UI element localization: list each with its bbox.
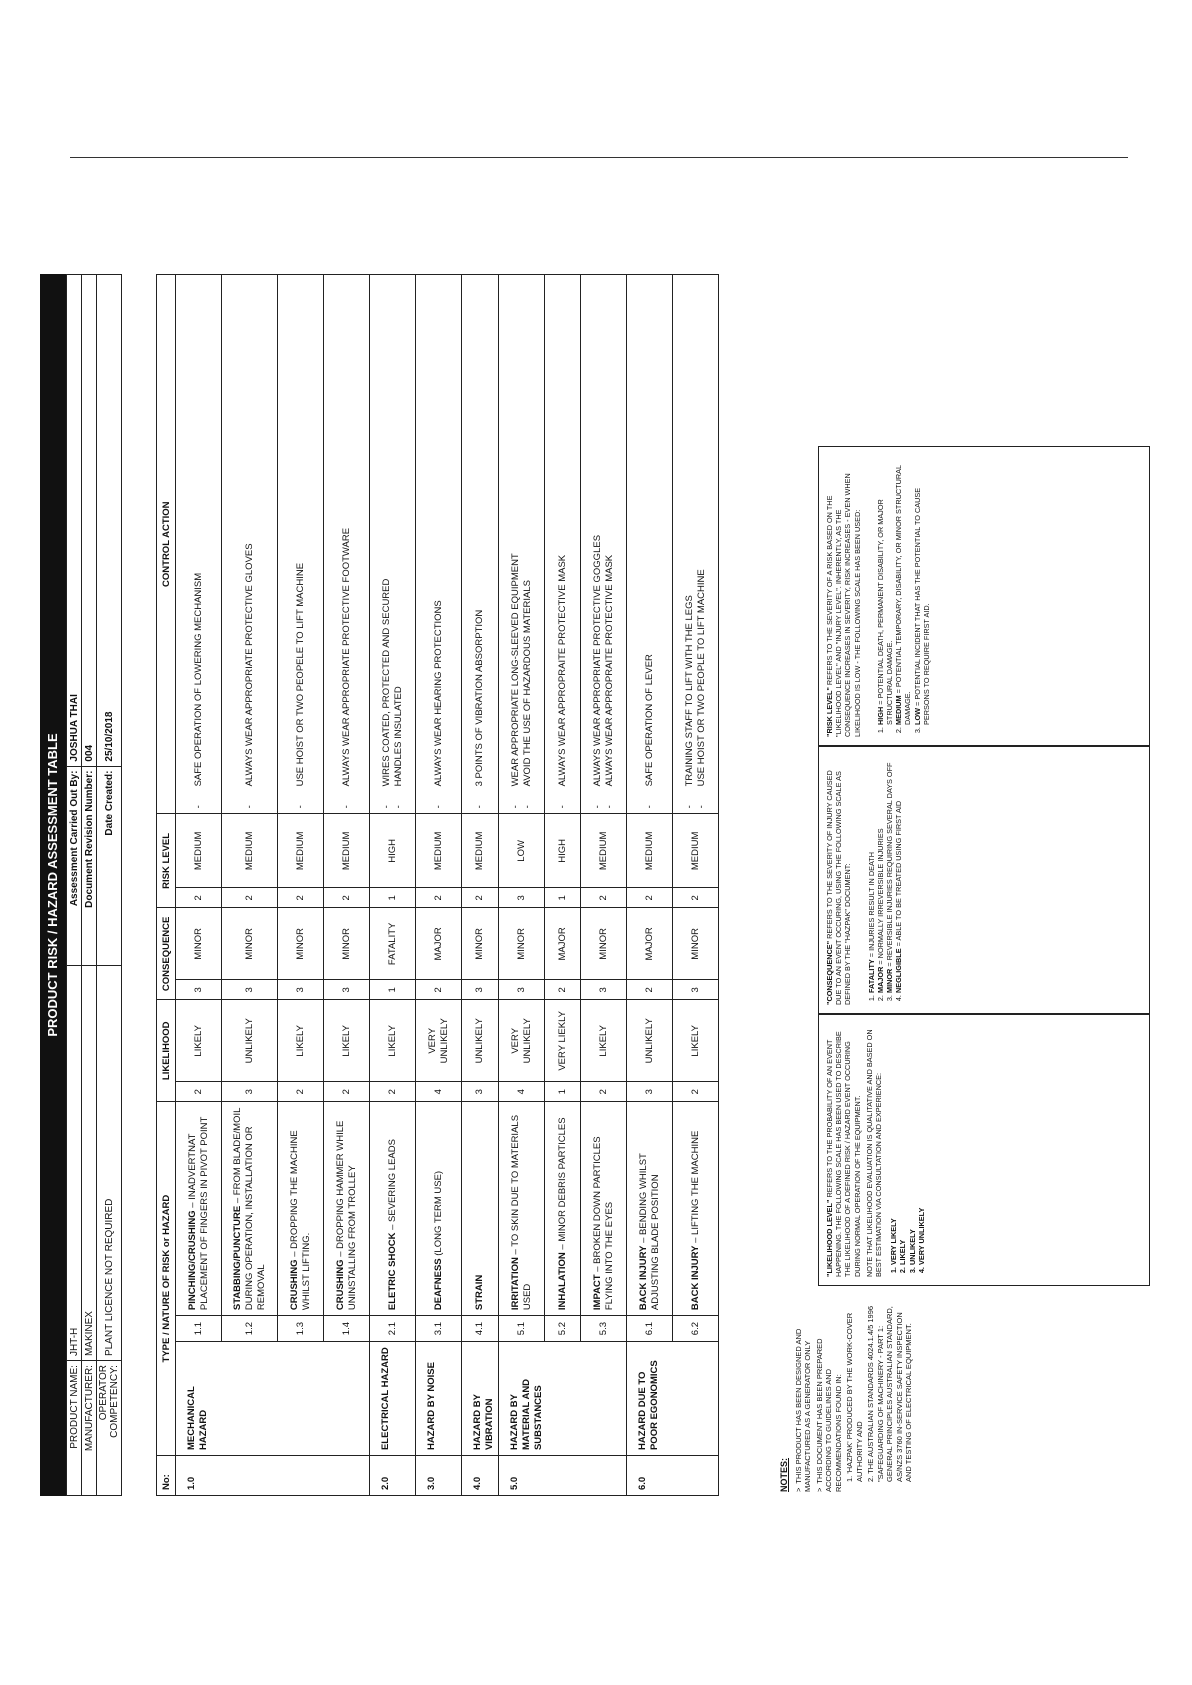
risk-desc: = POTENTIAL TEMPORARY, DISABILITY, OR MINOR STRUCTURAL DAMAGE. — [894, 465, 913, 725]
consequence-term: MINOR — [885, 968, 895, 993]
bullet-dash: - — [340, 805, 352, 809]
risk-term: MEDIUM — [894, 695, 904, 725]
hazard-detail: – DROPPING THE MACHINE WHILST LIFTING. — [288, 1130, 312, 1311]
risk-value: LOW — [499, 814, 545, 888]
table-row — [462, 275, 499, 1496]
item-number: 1.1 — [176, 1316, 222, 1342]
table-row — [278, 275, 324, 1496]
table-row — [176, 275, 222, 1496]
action-text: ALWAYS WEAR APPROPRIATE PROTECTIVE GOGGLES — [591, 534, 603, 787]
likelihood-value: LIKELY — [324, 1000, 370, 1082]
likelihood-value: VERY UNLIKELY — [499, 1000, 545, 1082]
consequence-item — [876, 755, 885, 993]
consequence-score: 2 — [545, 980, 581, 1000]
product-name-value: JHT-H — [67, 966, 82, 1361]
hazard-detail: – TO SKIN DUE TO MATERIALS USED — [509, 1114, 533, 1311]
group-name: ELECTRICAL HAZARD — [370, 1342, 416, 1456]
risk-term: HIGH — [875, 706, 885, 725]
likelihood-value: LIKELY — [370, 1000, 416, 1082]
hazard-name: BACK INJURY — [637, 1245, 649, 1311]
product-name-label: PRODUCT NAME: — [67, 1361, 82, 1496]
control-action-line — [474, 610, 485, 809]
item-number: 1.3 — [278, 1316, 324, 1342]
bullet-dash: - — [474, 805, 485, 809]
likelihood-value: LIKELY — [581, 1000, 627, 1082]
likelihood-legend-box — [818, 1014, 1150, 1286]
note-text: THIS DOCUMENT HAS BEEN PREPARED ACCORDING TO GUIDELINES AND RECOMMENDATIONS FOUND IN: — [814, 1338, 843, 1492]
likelihood-score: 2 — [324, 1082, 370, 1102]
likelihood-score: 4 — [499, 1082, 545, 1102]
consequence-value: MINOR — [462, 908, 499, 980]
hazard-name: IRRITATION — [509, 1257, 521, 1311]
control-action — [673, 275, 719, 814]
rotated-document-frame — [40, 274, 1168, 1496]
bullet-dash: - — [643, 805, 655, 809]
hazard-description — [673, 1102, 719, 1316]
risk-score: 2 — [176, 888, 222, 908]
date-value: 25/10/2018 — [97, 275, 122, 767]
consequence-score: 2 — [627, 980, 673, 1000]
item-number: 5.3 — [581, 1316, 627, 1342]
risk-value: HIGH — [545, 814, 581, 888]
group-number: 4.0 — [462, 1456, 499, 1496]
hazard-detail: – DROPPING HAMMER WHILE UNINSTALLING FROM TROLLEY — [334, 1120, 358, 1311]
likelihood-value: LIKELY — [176, 1000, 222, 1082]
info-row — [67, 275, 82, 1496]
control-action-line — [604, 555, 615, 809]
control-action — [499, 275, 545, 814]
action-text: 3 POINTS OF VIBRATION ABSORPTION — [474, 609, 485, 787]
action-text: WIRES COATED, PROTECTED AND SECURED — [380, 578, 392, 787]
col-header-likelihood: LIKELIHOOD — [157, 1000, 176, 1102]
control-action-line — [522, 580, 533, 808]
col-header-consequence: CONSEQUENCE — [157, 908, 176, 1000]
header-rule — [70, 157, 1128, 158]
hazard-name: ELETRIC SHOCK — [386, 1232, 398, 1311]
risk-score: 2 — [416, 888, 462, 908]
item-number: 6.2 — [673, 1316, 719, 1342]
likelihood-item: 2. LIKELY — [898, 1023, 907, 1265]
hazard-detail: – LIFTING THE MACHINE — [689, 1130, 701, 1246]
control-action-line — [393, 686, 404, 808]
consequence-value: MINOR — [176, 908, 222, 980]
control-action — [545, 275, 581, 814]
group-number: 6.0 — [627, 1456, 719, 1496]
control-action — [176, 275, 222, 814]
table-row — [324, 275, 370, 1496]
control-action — [324, 275, 370, 814]
consequence-term: FATALITY — [866, 959, 876, 993]
consequence-score: 1 — [370, 980, 416, 1000]
action-text: SAFE OPERATION OF LEVER — [643, 654, 655, 787]
likelihood-score: 2 — [370, 1082, 416, 1102]
likelihood-value: LIKELY — [278, 1000, 324, 1082]
bullet-dash: - — [509, 805, 521, 809]
bullet-dash: - — [380, 805, 392, 809]
risk-value: MEDIUM — [278, 814, 324, 888]
risk-item — [913, 455, 931, 725]
likelihood-text: REFERS TO THE PROBABILITY OF AN EVENT HAPPENING. THE FOLLOWING SCALE HAS BEEN USED TO DESCRIBE THE LIKELIHOOD OF A DEFINED RISK / HAZARD EVENT OCCURING DURING NORMAL OPERATION OF THE EQUIPMENT. — [825, 1031, 862, 1277]
item-number: 4.1 — [462, 1316, 499, 1342]
table-row — [222, 275, 278, 1496]
hazard-name: CRUSHING — [288, 1259, 300, 1311]
consequence-value: MAJOR — [627, 908, 673, 980]
consequence-score: 3 — [462, 980, 499, 1000]
risk-value: MEDIUM — [627, 814, 673, 888]
hazard-description — [324, 1102, 370, 1316]
group-number: 2.0 — [370, 1456, 416, 1496]
risk-score: 3 — [499, 888, 545, 908]
risk-item — [894, 455, 912, 725]
consequence-definition — [825, 755, 853, 1005]
bullet-dash: - — [192, 805, 204, 809]
revision-value: 004 — [82, 275, 97, 767]
risk-score: 2 — [627, 888, 673, 908]
control-action — [627, 275, 673, 814]
risk-value: HIGH — [370, 814, 416, 888]
consequence-value: MINOR — [673, 908, 719, 980]
table-row — [370, 275, 416, 1496]
hazard-description — [462, 1102, 499, 1316]
col-header-control: CONTROL ACTION — [157, 275, 176, 814]
consequence-desc: = ABLE TO BE TREATED USING FIRST AID — [894, 800, 904, 949]
consequence-item — [867, 755, 876, 993]
control-action-line — [341, 528, 352, 808]
note-text: THIS PRODUCT HAS BEEN DESIGNED AND MANUFACTURED AS A GENERATOR ONLY — [793, 1328, 812, 1492]
risk-value: MEDIUM — [581, 814, 627, 888]
consequence-term: MAJOR — [875, 966, 885, 993]
likelihood-item: 1. VERY LIKELY — [889, 1023, 898, 1265]
hazard-description — [370, 1102, 416, 1316]
action-text: ALWAYS WEAR APPROPRIATE PROTECTIVE FOOTWARE — [340, 527, 352, 787]
risk-text: REFERS TO THE SEVERITY OF A RISK BASED ON THE "LIKELIHOOD LEVEL" AND "INJURY LEVEL". INHERENTLY, AS THE CONSEQUENCE INCREASES IN SEVERITY, RISK INCREASES - EVEN WHEN LIKELIHOOD IS LOW - THE FOLLOWING SCALE HAS BEEN USED: — [825, 473, 862, 737]
risk-lead: "RISK LEVEL" — [825, 687, 834, 737]
bullet-dash: - — [556, 805, 568, 809]
consequence-lead: "CONSEQUENCE" — [825, 940, 834, 1005]
risk-value: MEDIUM — [324, 814, 370, 888]
hazard-name: STRAIN — [474, 1274, 485, 1311]
hazard-description — [176, 1102, 222, 1316]
note-subitem: 1. 'HAZPAK' PRODUCED BY THE WORK-COVER AUTHORITY AND — [845, 1312, 864, 1482]
consequence-score: 3 — [222, 980, 278, 1000]
likelihood-score: 3 — [462, 1082, 499, 1102]
hazard-name: CRUSHING — [334, 1259, 346, 1311]
group-name: MECHANICAL HAZARD — [176, 1342, 370, 1456]
consequence-legend-box — [818, 746, 1150, 1014]
risk-desc: = POTENTIAL DEATH, PERMANENT DISABILITY, OR MAJOR STRUCTURAL DAMAGE. — [875, 499, 895, 725]
item-number: 1.2 — [222, 1316, 278, 1342]
likelihood-score: 3 — [222, 1082, 278, 1102]
operator-label: OPERATOR COMPETENCY: — [97, 1361, 122, 1496]
consequence-desc: = INJURIES RESULT IN DEATH — [866, 851, 876, 960]
manufacturer-value: MAKINEX — [82, 966, 97, 1361]
hazard-detail: – BENDING WHILST ADJUSTING BLADE POSITION — [637, 1153, 661, 1311]
likelihood-lead: "LIKELIHOOD LEVEL" — [825, 1199, 834, 1277]
table-row — [673, 275, 719, 1496]
consequence-score: 3 — [581, 980, 627, 1000]
item-number: 2.1 — [370, 1316, 416, 1342]
table-row — [545, 275, 581, 1496]
date-label: Date Created: — [97, 766, 122, 966]
hazard-name: INHALATION — [556, 1252, 568, 1311]
bullet-dash: - — [294, 805, 306, 809]
action-text: HANDLES INSULATED — [392, 686, 404, 787]
likelihood-value: VERY UNLIKELY — [416, 1000, 462, 1082]
document-title: PRODUCT RISK / HAZARD ASSESSMENT TABLE — [40, 274, 66, 1496]
risk-score: 2 — [462, 888, 499, 908]
hazard-description — [278, 1102, 324, 1316]
control-action-line — [684, 595, 695, 808]
control-action-line — [295, 563, 306, 808]
risk-value: MEDIUM — [462, 814, 499, 888]
hazard-detail: – SEVERING LEADS — [386, 1139, 398, 1233]
risk-term: LOW — [912, 707, 922, 725]
col-header-risk: RISK LEVEL — [157, 814, 176, 908]
assessor-value: JOSHUA THAI — [67, 275, 82, 767]
hazard-name: STABBING/PUNCTURE — [231, 1205, 243, 1311]
control-action-line — [696, 569, 707, 808]
hazard-detail: – MINOR DEBRIS PARTICLES — [556, 1117, 568, 1253]
hazard-description — [545, 1102, 581, 1316]
consequence-score: 3 — [499, 980, 545, 1000]
bullet-dash: - — [695, 805, 707, 809]
likelihood-score: 2 — [176, 1082, 222, 1102]
consequence-value: FATALITY — [370, 908, 416, 980]
group-number: 1.0 — [176, 1456, 370, 1496]
likelihood-value: VERY LIEKLY — [545, 1000, 581, 1082]
col-header-type: TYPE / NATURE OF RISK or HAZARD — [157, 1102, 176, 1456]
bullet-dash: - — [392, 805, 404, 809]
info-row — [97, 275, 122, 1496]
consequence-value: MAJOR — [545, 908, 581, 980]
consequence-value: MINOR — [499, 908, 545, 980]
risk-score: 2 — [673, 888, 719, 908]
hazard-table — [156, 274, 719, 1496]
consequence-term: NEGLIGIBLE — [894, 948, 904, 993]
table-row — [416, 275, 462, 1496]
hazard-detail: – INADVERTNAT PLACEMENT OF FINGERS IN PIVOT POINT — [186, 1116, 210, 1311]
control-action-line — [557, 555, 568, 809]
table-row — [627, 275, 673, 1496]
table-row — [499, 275, 545, 1496]
info-row — [82, 275, 97, 1496]
assessor-label: Assessment Carried Out By: — [67, 766, 82, 966]
item-number: 5.1 — [499, 1316, 545, 1342]
hazard-detail: – BROKEN DOWN PARTICLES FLYING INTO THE EYES — [591, 1136, 615, 1311]
action-text: USE HOIST OR TWO PEOPELE TO LIFT MACHINE — [294, 562, 306, 787]
revision-label: Document Revision Number: — [82, 766, 97, 966]
action-text: AVOID THE USE OF HAZARDOUS MATERIALS — [521, 580, 533, 787]
group-name: HAZARD BY NOISE — [416, 1342, 462, 1456]
control-action-line — [244, 543, 255, 808]
control-action-line — [592, 535, 603, 808]
consequence-item — [894, 755, 903, 993]
hazard-name: DEAFNESS — [432, 1258, 444, 1311]
likelihood-note: NOTE THAT LIKELIHOOD EVALUATION IS QUALITATIVE AND BASED ON BEST ESTIMATION VIA CONSULTATION AND EXPERIENCE: — [864, 1029, 884, 1277]
hazard-description — [581, 1102, 627, 1316]
action-text: TRAINING STAFF TO LIFT WITH THE LEGS — [683, 595, 695, 787]
info-table — [66, 274, 122, 1496]
item-number: 5.2 — [545, 1316, 581, 1342]
action-text: ALWAYS WEAR APPROPRAITE PROTECTIVE MASK — [603, 554, 615, 787]
risk-value: MEDIUM — [673, 814, 719, 888]
action-text: ALWAYS WEAR APPROPRIATE PROTECTIVE GLOVES — [243, 543, 255, 787]
control-action-line — [381, 579, 392, 809]
risk-value: MEDIUM — [222, 814, 278, 888]
risk-value: MEDIUM — [416, 814, 462, 888]
bullet-dash: - — [432, 805, 444, 809]
risk-score: 2 — [278, 888, 324, 908]
likelihood-value: UNLIKELY — [462, 1000, 499, 1082]
bullet-dash: - — [683, 805, 695, 809]
likelihood-score: 2 — [673, 1082, 719, 1102]
item-number: 3.1 — [416, 1316, 462, 1342]
consequence-score: 3 — [324, 980, 370, 1000]
likelihood-score: 4 — [416, 1082, 462, 1102]
likelihood-value: LIKELY — [673, 1000, 719, 1082]
note-subitem: 2. THE AUSTRALIAN STANDARDS 4024.1.4/5 1996 "SAFEGUARDING OF MACHINERY - PART 1: GENERAL PRINCIPLES AUSTRALIAN STANDARD, AS/NZS 3760 IN-SERVICE SAFETY INSPECTION AND TESTING OF ELECTRICAL EQUIPMENT. — [866, 1305, 913, 1482]
consequence-value: MINOR — [222, 908, 278, 980]
likelihood-definition — [825, 1023, 862, 1277]
hazard-description — [222, 1102, 278, 1316]
consequence-text: REFERS TO THE SEVERITY OF INJURY CAUSED DUE TO AN EVENT OCCURING, USING THE FOLLOWING SCALE AS DEFINED BY THE "HAZPAK" DOCUMENT: — [825, 770, 853, 1005]
control-action-line — [644, 654, 655, 808]
risk-legend-box — [818, 446, 1150, 746]
likelihood-score: 2 — [278, 1082, 324, 1102]
rotated-page — [40, 274, 1168, 1496]
risk-desc: = POTENTIAL INCIDENT THAT HAS THE POTENTIAL TO CAUSE PERSONS TO REQUIRE FIRST AID. — [912, 487, 931, 725]
consequence-desc: = NORMALLY IRREVERSIBLE INJURIES — [875, 828, 885, 967]
action-text: SAFE OPERATION OF LOWERING MECHANISM — [192, 572, 204, 787]
control-action — [222, 275, 278, 814]
bullet-dash: - — [603, 805, 615, 809]
consequence-value: MAJOR — [416, 908, 462, 980]
control-action — [370, 275, 416, 814]
action-text: USE HOIST OR TWO PEOPLE TO LIFT MACHINE — [695, 569, 707, 787]
bullet-dash: - — [591, 805, 603, 809]
hazard-description — [627, 1102, 673, 1316]
item-number: 1.4 — [324, 1316, 370, 1342]
action-text: ALWAYS WEAR HEARING PROTECTIONS — [432, 600, 444, 787]
consequence-value: MINOR — [324, 908, 370, 980]
note-item: > THIS DOCUMENT HAS BEEN PREPARED ACCORDING TO GUIDELINES AND RECOMMENDATIONS FOUND IN: — [814, 1338, 843, 1492]
control-action — [581, 275, 627, 814]
control-action-line — [510, 553, 521, 808]
table-row — [581, 275, 627, 1496]
bullet-dash: - — [243, 805, 255, 809]
control-action — [278, 275, 324, 814]
likelihood-item: 4. VERY UNLIKELY — [917, 1023, 926, 1265]
action-text: WEAR APPROPRIATE LONG-SLEEVED EQUIPMENT — [509, 553, 521, 787]
col-header-no: No: — [157, 1456, 176, 1496]
consequence-item — [885, 755, 894, 993]
likelihood-score: 3 — [627, 1082, 673, 1102]
group-name: HAZARD DUE TO POOR EGONOMICS — [627, 1342, 719, 1456]
control-action-line — [433, 600, 444, 808]
control-action — [462, 275, 499, 814]
manufacturer-label: MANUFACTURER: — [82, 1361, 97, 1496]
likelihood-item: 3. UNLIKELY — [908, 1023, 917, 1265]
consequence-value: MINOR — [278, 908, 324, 980]
consequence-score: 2 — [416, 980, 462, 1000]
likelihood-value: UNLIKELY — [222, 1000, 278, 1082]
likelihood-score: 2 — [581, 1082, 627, 1102]
risk-value: MEDIUM — [176, 814, 222, 888]
risk-definition — [825, 455, 862, 737]
group-number: 3.0 — [416, 1456, 462, 1496]
risk-score: 2 — [324, 888, 370, 908]
consequence-score: 3 — [176, 980, 222, 1000]
group-name: HAZARD BY VIBRATION — [462, 1342, 499, 1456]
notes-heading: NOTES: — [779, 1457, 789, 1492]
consequence-score: 3 — [673, 980, 719, 1000]
group-number: 5.0 — [499, 1456, 627, 1496]
group-name: HAZARD BY MATERIAL AND SUBSTANCES — [499, 1342, 627, 1456]
consequence-desc: = REVERSIBLE INJURIES REQUIRING SEVERAL DAYS OFF — [885, 762, 895, 969]
risk-item — [876, 455, 894, 725]
table-header-row — [157, 275, 176, 1496]
hazard-name: IMPACT — [591, 1274, 603, 1311]
control-action-line — [193, 573, 204, 809]
operator-value: PLANT LICENCE NOT REQUIRED — [97, 966, 122, 1361]
risk-score: 1 — [545, 888, 581, 908]
hazard-description — [416, 1102, 462, 1316]
hazard-detail: – FROM BLADE/MOIL DURING OPERATION, INSTALLATION OR REMOVAL — [231, 1107, 267, 1311]
hazard-name: BACK INJURY — [689, 1245, 701, 1311]
action-text: ALWAYS WEAR APPROPRAITE PROTECTIVE MASK — [556, 554, 568, 787]
item-number: 6.1 — [627, 1316, 673, 1342]
consequence-score: 3 — [278, 980, 324, 1000]
notes-section — [780, 1296, 916, 1492]
hazard-description — [499, 1102, 545, 1316]
risk-score: 1 — [370, 888, 416, 908]
likelihood-value: UNLIKELY — [627, 1000, 673, 1082]
risk-score: 2 — [222, 888, 278, 908]
consequence-value: MINOR — [581, 908, 627, 980]
hazard-table-body — [176, 275, 719, 1496]
control-action — [416, 275, 462, 814]
bullet-dash: - — [521, 805, 533, 809]
hazard-detail: (LONG TERM USE) — [432, 1170, 444, 1259]
hazard-name: PINCHING/CRUSHING — [186, 1210, 198, 1311]
risk-score: 2 — [581, 888, 627, 908]
note-item: > THIS PRODUCT HAS BEEN DESIGNED AND MANUFACTURED AS A GENERATOR ONLY — [793, 1328, 812, 1492]
likelihood-score: 1 — [545, 1082, 581, 1102]
